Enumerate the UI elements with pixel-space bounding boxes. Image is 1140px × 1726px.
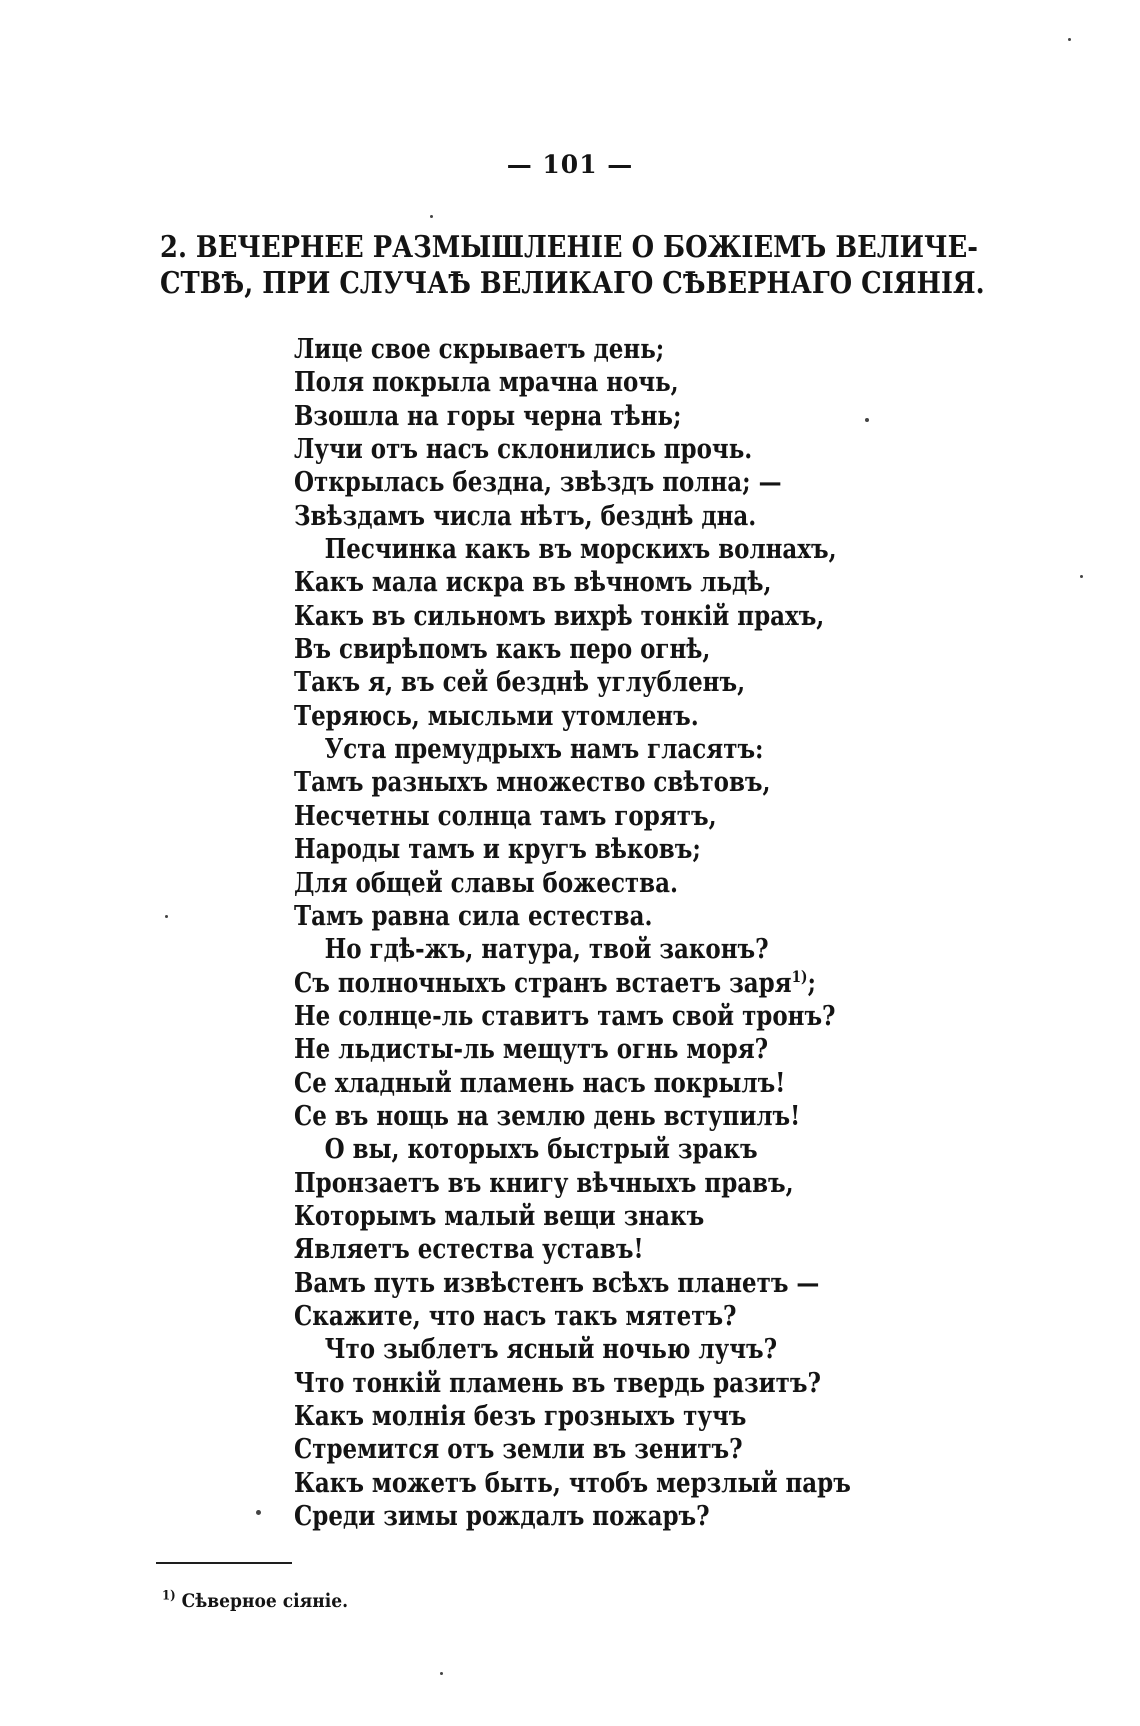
footnote bbox=[162, 1590, 348, 1612]
scan-speck bbox=[440, 1672, 443, 1675]
footnote-mark: 1) bbox=[162, 1588, 176, 1604]
verse-line: Скажите, что насъ такъ мятетъ? bbox=[294, 1300, 737, 1332]
scan-speck bbox=[256, 1510, 261, 1515]
scan-speck bbox=[1068, 38, 1071, 41]
scan-speck bbox=[1080, 575, 1083, 578]
verse-line: Тамъ разныхъ множество свѣтовъ, bbox=[294, 767, 771, 799]
verse-line: Среди зимы рождалъ пожаръ? bbox=[294, 1501, 710, 1533]
verse-line: Вамъ путь извѣстенъ всѣхъ планетъ — bbox=[294, 1267, 820, 1299]
verse-text: Съ полночныхъ странъ встаетъ заря bbox=[294, 967, 792, 999]
verse-line: Звѣздамъ числа нѣтъ, безднѣ дна. bbox=[294, 500, 757, 532]
verse-line: Для общей славы божества. bbox=[294, 867, 678, 899]
verse-line: Но гдѣ-жъ, натура, твой законъ? bbox=[324, 934, 769, 966]
verse-line: Песчинка какъ въ морскихъ волнахъ, bbox=[324, 534, 837, 566]
verse-line: Пронзаетъ въ книгу вѣчныхъ правъ, bbox=[294, 1167, 794, 1199]
verse-line: О вы, которыхъ быстрый зракъ bbox=[324, 1134, 758, 1166]
verse-line: Что тонкій пламень въ твердь разитъ? bbox=[294, 1367, 821, 1399]
verse-line: Какъ молнія безъ грозныхъ тучъ bbox=[294, 1401, 747, 1432]
verse-line: Уста премудрыхъ намъ гласятъ: bbox=[324, 734, 764, 766]
verse-line: Поля покрыла мрачна ночь, bbox=[294, 367, 679, 399]
verse-line-with-footnote bbox=[294, 967, 889, 1000]
verse-punctuation: ; bbox=[807, 967, 816, 999]
verse-line: Какъ можетъ быть, чтобъ мерзлый паръ bbox=[294, 1467, 851, 1499]
verse-line: Не льдисты-ль мещутъ огнь моря? bbox=[294, 1034, 769, 1066]
verse-line: Какъ мала искра въ вѣчномъ льдѣ, bbox=[294, 567, 772, 599]
verse-line: Такъ я, въ сей безднѣ углубленъ, bbox=[294, 667, 746, 699]
page-title bbox=[160, 230, 985, 302]
verse-line: Являетъ естества уставъ! bbox=[294, 1234, 644, 1266]
verse-line: Въ свирѣпомъ какъ перо огнѣ, bbox=[294, 634, 711, 666]
verse-line: Народы тамъ и кругъ вѣковъ; bbox=[294, 834, 701, 866]
verse-line: Взошла на горы черна тѣнь; bbox=[294, 400, 682, 432]
verse-line: Се въ нощь на землю день вступилъ! bbox=[294, 1100, 801, 1132]
verse-line: Не солнце-ль ставитъ тамъ свой тронъ? bbox=[294, 1000, 836, 1032]
verse-line: Стремится отъ земли въ зенитъ? bbox=[294, 1434, 743, 1466]
verse-line: Несчетны солнца тамъ горятъ, bbox=[294, 800, 717, 832]
page-number: — 101 — bbox=[506, 150, 634, 179]
title-line-1: 2. ВЕЧЕРНЕЕ РАЗМЫШЛЕНІЕ О БОЖІЕМЪ ВЕЛИЧЕ- bbox=[160, 230, 978, 265]
verse-line: Какъ въ сильномъ вихрѣ тонкій прахъ, bbox=[294, 600, 825, 632]
verse-line: Лучи отъ насъ склонились прочь. bbox=[294, 434, 753, 466]
verse-line: Се хладный пламень насъ покрылъ! bbox=[294, 1067, 786, 1099]
verse-line: Открылась бездна, звѣздъ полна; — bbox=[294, 467, 782, 499]
verse-line: Что зыблетъ ясный ночью лучъ? bbox=[324, 1334, 778, 1366]
footnote-divider bbox=[156, 1562, 292, 1564]
verse-line: Лице свое скрываетъ день; bbox=[294, 334, 665, 365]
title-line-2: СТВѢ, ПРИ СЛУЧАѢ ВЕЛИКАГО СѢВЕРНАГО СІЯНІЯ. bbox=[160, 266, 985, 301]
verse-line: Теряюсь, мысльми утомленъ. bbox=[294, 700, 699, 732]
scan-speck bbox=[430, 215, 433, 218]
footnote-reference: 1) bbox=[791, 966, 808, 986]
verse-line: Которымъ малый вещи знакъ bbox=[294, 1200, 705, 1232]
scan-speck bbox=[165, 915, 168, 918]
footnote-text: Сѣверное сіяніе. bbox=[181, 1590, 349, 1612]
poem bbox=[294, 333, 994, 1533]
verse-line: Тамъ равна сила естества. bbox=[294, 900, 653, 932]
scan-speck bbox=[865, 418, 869, 422]
